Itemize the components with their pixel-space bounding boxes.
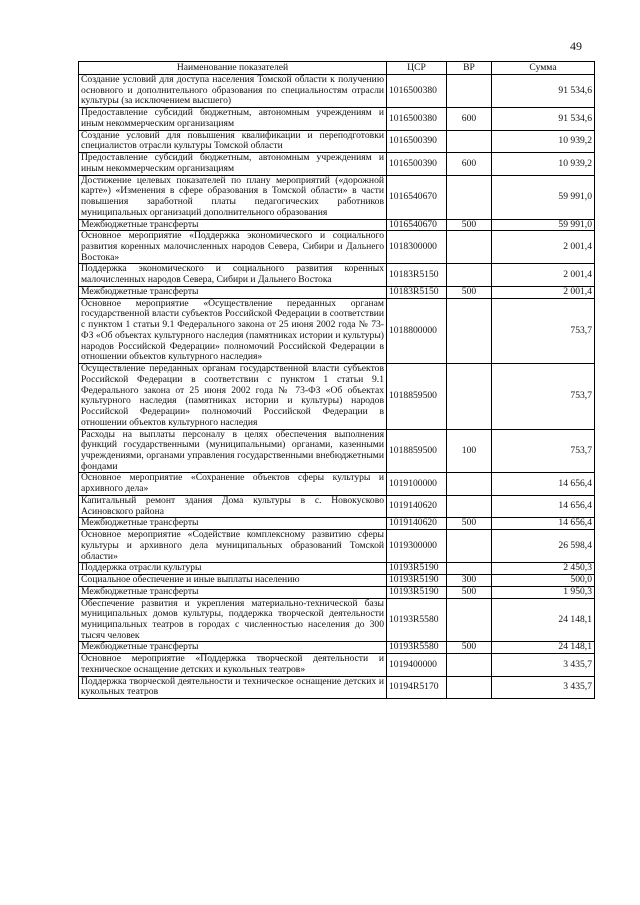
row-csr-cell: 10183R5150	[387, 264, 447, 286]
row-name-cell: Предоставление субсидий бюджетным, автономным учреждениям и иным некоммерческим организациям	[79, 108, 387, 130]
table-row	[79, 298, 595, 363]
row-vr-cell: 500	[447, 286, 492, 298]
row-vr-cell	[447, 364, 492, 429]
row-sum-cell: 753,7	[492, 298, 595, 363]
row-sum-cell: 753,7	[492, 429, 595, 473]
row-name-cell: Основное мероприятие «Осуществление переданных органам государственной власти субъектов Российской Федерации в соответствии с пунктом 1 статьи 9.1 Федерального закона от 25 июня 2002 года № 73-ФЗ «Об объектах культурного наследия (памятниках истории и культуры) народов Российской Федерации» полномочий Российской Федерации в отношении объектов культурного наследия»	[79, 298, 387, 363]
row-sum-cell: 2 001,4	[492, 286, 595, 298]
row-sum-cell: 2 450,3	[492, 563, 595, 575]
row-name-cell: Создание условий для доступа населения Томской области к получению основного и дополнительного образования по специальностям отрасли культуры (за исключением высшего)	[79, 75, 387, 108]
row-sum-cell: 24 148,1	[492, 642, 595, 654]
table-row	[79, 563, 595, 575]
table-row	[79, 598, 595, 642]
row-csr-cell: 10194R5170	[387, 676, 447, 698]
table-row	[79, 264, 595, 286]
row-name-cell: Обеспечение развития и укрепления материально-технической базы муниципальных домов культуры, поддержка творческой деятельности муниципальных театров в городах с численностью населения до 300 тысяч человек	[79, 598, 387, 642]
row-vr-cell	[447, 175, 492, 219]
row-vr-cell: 500	[447, 219, 492, 231]
budget-table	[78, 61, 595, 699]
header-sum: Сумма	[492, 62, 595, 75]
row-sum-cell: 24 148,1	[492, 598, 595, 642]
row-vr-cell: 500	[447, 586, 492, 598]
table-row	[79, 364, 595, 429]
row-sum-cell: 91 534,6	[492, 108, 595, 130]
row-vr-cell	[447, 563, 492, 575]
table-row	[79, 175, 595, 219]
row-vr-cell	[447, 264, 492, 286]
table-header-row	[79, 62, 595, 75]
row-name-cell: Основное мероприятие «Содействие комплексному развитию сферы культуры и архивного дела муниципальных образований Томской области»	[79, 530, 387, 563]
table-row	[79, 586, 595, 598]
row-sum-cell: 14 656,4	[492, 473, 595, 495]
row-csr-cell: 1016500390	[387, 153, 447, 175]
row-name-cell: Создание условий для повышения квалификации и переподготовки специалистов отрасли культуры Томской области	[79, 130, 387, 152]
row-vr-cell: 600	[447, 108, 492, 130]
row-sum-cell: 2 001,4	[492, 264, 595, 286]
table-row	[79, 108, 595, 130]
row-name-cell: Межбюджетные трансферты	[79, 219, 387, 231]
row-csr-cell: 10183R5150	[387, 286, 447, 298]
row-name-cell: Основное мероприятие «Поддержка экономического и социального развития коренных малочисленных народов Севера, Сибири и Дальнего Востока»	[79, 231, 387, 264]
row-name-cell: Социальное обеспечение и иные выплаты населению	[79, 575, 387, 587]
row-vr-cell	[447, 298, 492, 363]
row-csr-cell: 1016500390	[387, 130, 447, 152]
row-sum-cell: 753,7	[492, 364, 595, 429]
row-csr-cell: 10193R5190	[387, 575, 447, 587]
row-sum-cell: 3 435,7	[492, 654, 595, 676]
row-name-cell: Межбюджетные трансферты	[79, 286, 387, 298]
row-name-cell: Основное мероприятие «Сохранение объектов сферы культуры и архивного дела»	[79, 473, 387, 495]
row-vr-cell: 600	[447, 153, 492, 175]
header-name: Наименование показателей	[79, 62, 387, 75]
table-row	[79, 219, 595, 231]
row-name-cell: Основное мероприятие «Поддержка творческой деятельности и техническое оснащение детских и кукольных театров»	[79, 654, 387, 676]
row-vr-cell	[447, 676, 492, 698]
row-vr-cell	[447, 130, 492, 152]
row-sum-cell: 59 991,0	[492, 219, 595, 231]
table-row	[79, 530, 595, 563]
row-csr-cell: 1019140620	[387, 495, 447, 517]
row-csr-cell: 1018859500	[387, 364, 447, 429]
row-csr-cell: 10193R5580	[387, 598, 447, 642]
header-csr: ЦСР	[387, 62, 447, 75]
row-sum-cell: 10 939,2	[492, 130, 595, 152]
row-csr-cell: 10193R5190	[387, 586, 447, 598]
row-vr-cell	[447, 598, 492, 642]
row-csr-cell: 1018300000	[387, 231, 447, 264]
row-vr-cell	[447, 75, 492, 108]
row-name-cell: Межбюджетные трансферты	[79, 518, 387, 530]
row-csr-cell: 1018800000	[387, 298, 447, 363]
row-name-cell: Достижение целевых показателей по плану мероприятий («дорожной карте») «Изменения в сфере образования в Томской области» в части повышения заработной платы педагогических работников муниципальных организаций дополнительного образования	[79, 175, 387, 219]
row-sum-cell: 14 656,4	[492, 518, 595, 530]
row-name-cell: Расходы на выплаты персоналу в целях обеспечения выполнения функций государственными (муниципальными) органами, казенными учреждениями, органами управления государственными внебюджетными фондами	[79, 429, 387, 473]
row-vr-cell	[447, 231, 492, 264]
table-row	[79, 75, 595, 108]
row-name-cell: Осуществление переданных органам государственной власти субъектов Российской Федерации в соответствии с пунктом 1 статьи 9.1 Федерального закона от 25 июня 2002 года № 73-ФЗ «Об объектах культурного наследия (памятниках истории и культуры) народов Российской Федерации» полномочий Российской Федерации в отношении объектов культурного наследия	[79, 364, 387, 429]
row-csr-cell: 10193R5580	[387, 642, 447, 654]
table-row	[79, 654, 595, 676]
row-vr-cell: 500	[447, 518, 492, 530]
table-row	[79, 286, 595, 298]
row-csr-cell: 1016500380	[387, 108, 447, 130]
row-vr-cell: 300	[447, 575, 492, 587]
row-sum-cell: 59 991,0	[492, 175, 595, 219]
row-sum-cell: 14 656,4	[492, 495, 595, 517]
row-sum-cell: 1 950,3	[492, 586, 595, 598]
table-row	[79, 231, 595, 264]
row-sum-cell: 91 534,6	[492, 75, 595, 108]
table-row	[79, 153, 595, 175]
row-name-cell: Предоставление субсидий бюджетным, автономным учреждениям и иным некоммерческим организациям	[79, 153, 387, 175]
table-row	[79, 130, 595, 152]
header-vr: ВР	[447, 62, 492, 75]
row-name-cell: Капитальный ремонт здания Дома культуры в с. Новокусково Асиновского района	[79, 495, 387, 517]
row-csr-cell: 1016540670	[387, 219, 447, 231]
row-sum-cell: 10 939,2	[492, 153, 595, 175]
row-vr-cell	[447, 495, 492, 517]
table-row	[79, 429, 595, 473]
row-name-cell: Поддержка экономического и социального развития коренных малочисленных народов Севера, Сибири и Дальнего Востока	[79, 264, 387, 286]
row-sum-cell: 500,0	[492, 575, 595, 587]
row-csr-cell: 1016500380	[387, 75, 447, 108]
table-row	[79, 676, 595, 698]
table-body	[79, 75, 595, 699]
table-row	[79, 518, 595, 530]
table-row	[79, 473, 595, 495]
row-csr-cell: 1019400000	[387, 654, 447, 676]
row-sum-cell: 26 598,4	[492, 530, 595, 563]
row-csr-cell: 1019140620	[387, 518, 447, 530]
row-sum-cell: 3 435,7	[492, 676, 595, 698]
row-csr-cell: 1018859500	[387, 429, 447, 473]
row-vr-cell: 100	[447, 429, 492, 473]
row-sum-cell: 2 001,4	[492, 231, 595, 264]
row-vr-cell	[447, 473, 492, 495]
row-vr-cell: 500	[447, 642, 492, 654]
row-name-cell: Поддержка творческой деятельности и техническое оснащение детских и кукольных театров	[79, 676, 387, 698]
table-row	[79, 495, 595, 517]
table-row	[79, 575, 595, 587]
row-vr-cell	[447, 654, 492, 676]
row-name-cell: Межбюджетные трансферты	[79, 642, 387, 654]
row-name-cell: Поддержка отрасли культуры	[79, 563, 387, 575]
row-csr-cell: 1016540670	[387, 175, 447, 219]
row-csr-cell: 1019300000	[387, 530, 447, 563]
page-number: 49	[570, 39, 582, 53]
row-csr-cell: 10193R5190	[387, 563, 447, 575]
row-name-cell: Межбюджетные трансферты	[79, 586, 387, 598]
table-row	[79, 642, 595, 654]
row-vr-cell	[447, 530, 492, 563]
row-csr-cell: 1019100000	[387, 473, 447, 495]
